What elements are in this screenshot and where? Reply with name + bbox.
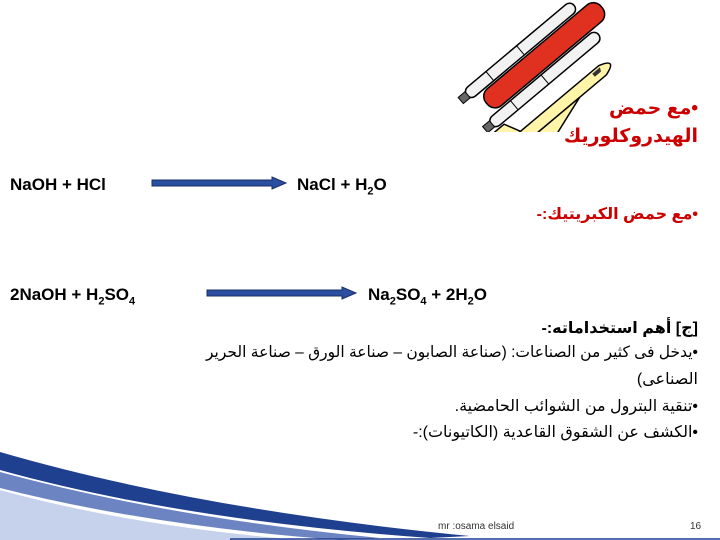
uses-heading: [ج] أهم استخداماته:- (541, 320, 698, 337)
use-2: •تنقية البترول من الشوائب الحامضية. (454, 398, 698, 415)
use-3: •الكشف عن الشقوق القاعدية (الكاتيونات):- (412, 424, 698, 441)
eq1-reactants: NaOH + HCl (10, 175, 106, 194)
eq1-arrow (150, 176, 290, 190)
heading-hcl-line2: الهيدروكلوريك (563, 126, 698, 147)
bottom-swoosh-decoration (0, 440, 720, 540)
eq1-products: NaCl + $H_2O$ (297, 175, 387, 198)
eq2-products: $Na_2SO_4 + 2H_2O$ (368, 285, 488, 308)
heading-hcl-line1: •مع حمض (608, 98, 698, 119)
use-1-line-1: •يدخل فى كثير من الصناعات: (صناعة الصابون – صناعة الورق – صناعة الحرير (206, 344, 698, 361)
use-1-line-2: الصناعى) (636, 371, 698, 388)
footer-author: mr :osama elsaid (438, 521, 515, 532)
heading-h2so4: •مع حمض الكبريتيك:- (536, 206, 698, 223)
page-number: 16 (690, 521, 702, 532)
eq2-arrow (205, 286, 360, 300)
eq2-reactants: 2NaOH + $H_2SO_4$ (10, 285, 136, 308)
